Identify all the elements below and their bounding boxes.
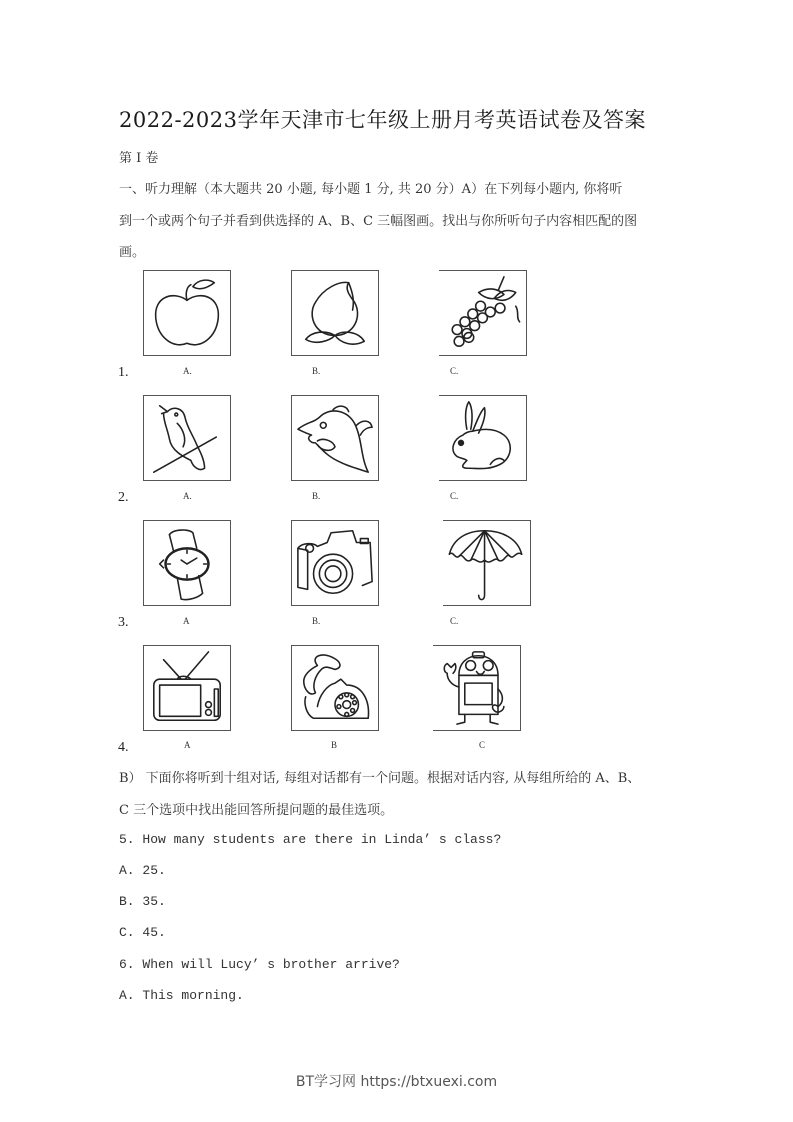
- question-number: 2.: [118, 490, 129, 505]
- option-label: B.: [312, 366, 321, 376]
- question-5-option-a: A. 25.: [119, 863, 166, 878]
- question-6-stem: 6. When will Lucy’ s brother arrive?: [119, 957, 400, 972]
- option-label: B.: [312, 616, 321, 626]
- telephone-icon: [291, 645, 379, 731]
- option-label: B: [331, 740, 338, 750]
- document-title: 2022-2023学年天津市七年级上册月考英语试卷及答案: [119, 108, 646, 132]
- question-number: 1.: [118, 365, 129, 380]
- option-label: A: [184, 740, 191, 750]
- volume-label: 第 I 卷: [119, 151, 159, 166]
- question-6-option-a: A. This morning.: [119, 988, 244, 1003]
- question-5-stem: 5. How many students are there in Linda’ s class?: [119, 832, 502, 847]
- question-5-option-c: C. 45.: [119, 925, 166, 940]
- option-label: B.: [312, 491, 321, 501]
- footer-watermark: BT学习网 https://btxuexi.com: [295, 1074, 498, 1090]
- watch-icon: [143, 520, 231, 606]
- question-5-option-b: B. 35.: [119, 894, 166, 909]
- bird-icon: [143, 395, 231, 481]
- option-label: A.: [183, 366, 192, 376]
- dolphin-icon: [291, 395, 379, 481]
- rabbit-icon: [439, 395, 527, 481]
- option-label: C.: [450, 491, 459, 501]
- tv-icon: [143, 645, 231, 731]
- section1-instruction-line1: 一、听力理解（本大题共 20 小题, 每小题 1 分, 共 20 分）A）在下列每小题内, 你将听: [119, 182, 623, 197]
- option-label: C.: [450, 616, 459, 626]
- grapes-icon: [439, 270, 527, 356]
- umbrella-icon: [443, 520, 531, 606]
- apple-icon: [143, 270, 231, 356]
- section1-instruction-line2: 到一个或两个句子并看到供选择的 A、B、C 三幅图画。找出与你所听句子内容相匹配的图: [119, 214, 638, 229]
- peach-icon: [291, 270, 379, 356]
- question-number: 4.: [118, 740, 129, 755]
- section-b-instruction-line2: C 三个选项中找出能回答所提问题的最佳选项。: [119, 803, 394, 818]
- section-b-instruction-line1: B） 下面你将听到十组对话, 每组对话都有一个问题。根据对话内容, 从每组所给的 A、B、: [119, 771, 641, 786]
- section1-instruction-line3: 画。: [119, 245, 146, 260]
- option-label: C.: [450, 366, 459, 376]
- option-label: C: [479, 740, 486, 750]
- question-number: 3.: [118, 615, 129, 630]
- option-label: A: [183, 616, 190, 626]
- camera-icon: [291, 520, 379, 606]
- robot-icon: [433, 645, 521, 731]
- option-label: A.: [183, 491, 192, 501]
